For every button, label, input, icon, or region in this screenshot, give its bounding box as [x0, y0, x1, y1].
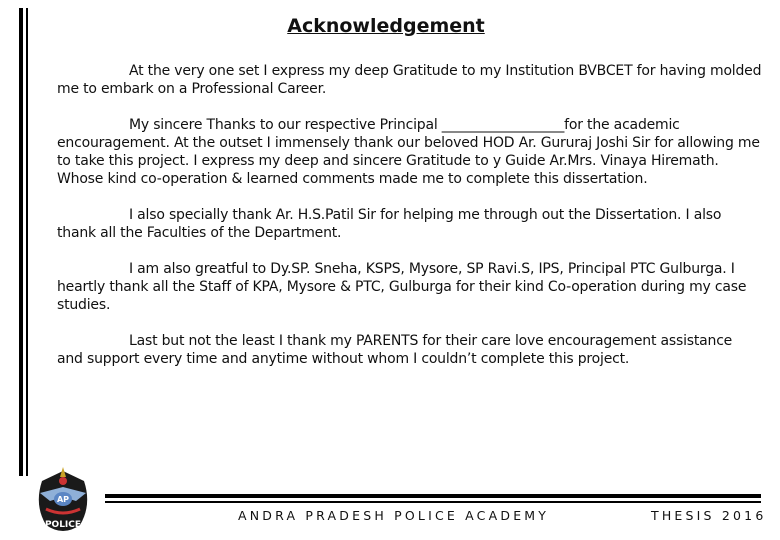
paragraph: I also specially thank Ar. H.S.Patil Sir for helping me through out the Dissertation. I also thank all the Faculties of the Department.: [57, 207, 722, 241]
svg-text:POLICE: POLICE: [44, 520, 82, 530]
page-title: Acknowledgement: [287, 15, 485, 37]
footer-rule-thick: [105, 494, 761, 498]
footer-thesis: THESIS 2016: [651, 508, 767, 523]
left-border-thin: [26, 8, 28, 476]
left-border-thick: [19, 8, 23, 476]
paragraph: Last but not the least I thank my PARENTS for their care love encouragement assistance and support every time and anytime without whom I couldn’t complete this project.: [57, 333, 733, 367]
paragraph: I am also greatful to Dy.SP. Sneha, KSPS, Mysore, SP Ravi.S, IPS, Principal PTC Gulburga. I heartly thank all the Staff of KPA, Mysore & PTC, Gulburga for their kind Co-operation during my case studies.: [57, 261, 747, 313]
acknowledgement-body: [57, 62, 762, 386]
footer-academy: ANDRA PRADESH POLICE ACADEMY: [238, 508, 550, 523]
police-logo: [32, 465, 94, 537]
paragraph: My sincere Thanks to our respective Principal __________________for the academic encouragement. At the outset I immensely thank our beloved HOD Ar. Gururaj Joshi Sir for allowing me to take this project. I express my deep and sincere Gratitude to y Guide Ar.Mrs. Vinaya Hiremath. Whose kind co-operation & learned comments made me to complete this dissertation.: [57, 117, 760, 187]
paragraph: At the very one set I express my deep Gratitude to my Institution BVBCET for having molded me to embark on a Professional Career.: [57, 63, 762, 97]
footer-rule-thin: [105, 501, 761, 503]
svg-text:AP: AP: [56, 495, 70, 504]
